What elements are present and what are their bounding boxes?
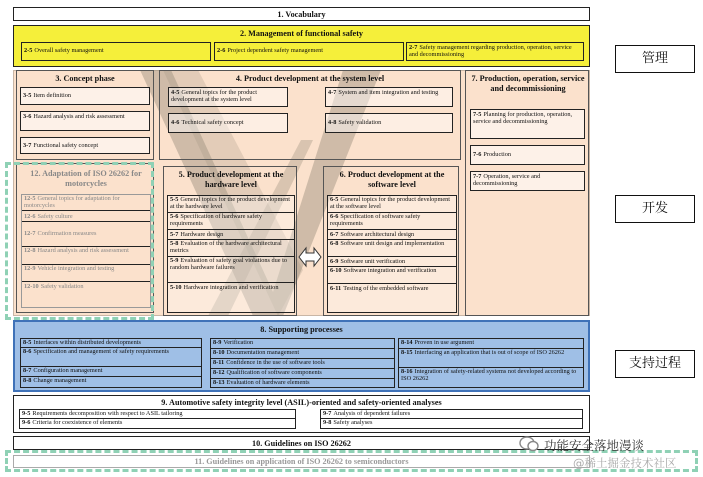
supporting-col-3 bbox=[398, 338, 584, 388]
supporting-item: 8-13 Evaluation of hardware elements bbox=[213, 379, 310, 386]
system-item: 4-7 System and item integration and testing bbox=[325, 87, 453, 107]
software-item: 6-7 Software architectural design bbox=[328, 230, 456, 240]
motorcycles-dashed-outline bbox=[5, 162, 154, 320]
production-item: 7-7 Operation, service and decommissioning bbox=[470, 171, 585, 191]
concept-item: 3-5 Item definition bbox=[20, 87, 150, 105]
label-support: 支持过程 bbox=[615, 350, 695, 378]
software-item: 6-10 Software integration and verification bbox=[328, 267, 456, 284]
system-item: 4-8 Safety validation bbox=[325, 113, 453, 133]
hardware-item: 5-9 Evaluation of safety goal violations due to random hardware failures bbox=[168, 257, 294, 283]
production-item: 7-6 Production bbox=[470, 145, 585, 165]
guidelines-title: 10. Guidelines on ISO 26262 bbox=[252, 439, 351, 448]
concept-item: 3-7 Functional safety concept bbox=[20, 137, 150, 154]
hardware-section bbox=[163, 166, 297, 316]
management-item: 2-5 Overall safety management bbox=[21, 42, 211, 61]
software-item: 6-8 Software unit design and implementation bbox=[328, 240, 456, 257]
supporting-item: 8-14 Proven in use argument bbox=[399, 339, 583, 349]
system-item: 4-6 Technical safety concept bbox=[168, 113, 288, 133]
supporting-item: 8-6 Specification and management of safety requirements bbox=[21, 348, 201, 367]
hardware-item: 5-5 General topics for the product development at the hardware level bbox=[168, 196, 294, 213]
motorcycles-item: 12-6 Safety culture bbox=[22, 211, 150, 222]
supporting-item: 8-9 Verification bbox=[211, 339, 394, 349]
motorcycles-title: 12. Adaptation of ISO 26262 for motorcycles bbox=[30, 169, 142, 188]
supporting-title: 8. Supporting processes bbox=[260, 325, 343, 334]
software-item: 6-5 General topics for the product development at the software level bbox=[328, 196, 456, 213]
supporting-col-2 bbox=[210, 338, 395, 388]
concept-item: 3-6 Hazard analysis and risk assessment bbox=[20, 111, 150, 131]
motorcycles-item: 12-9 Vehicle integration and testing bbox=[22, 265, 150, 282]
vocabulary-title: 1. Vocabulary bbox=[277, 10, 326, 19]
supporting-item: 8-10 Documentation management bbox=[211, 349, 394, 359]
motorcycles-item: 12-7 Confirmation measures bbox=[22, 222, 150, 247]
supporting-item: 8-15 Interfacing an application that is out of scope of ISO 26262 bbox=[399, 349, 583, 368]
supporting-col-1 bbox=[20, 338, 202, 388]
asil-section bbox=[13, 395, 590, 433]
supporting-item: 8-7 Configuration management bbox=[21, 367, 201, 377]
label-management: 管理 bbox=[615, 45, 695, 73]
software-list bbox=[327, 195, 457, 313]
guidelines-section bbox=[13, 436, 590, 450]
asil-item: 9-6 Criteria for coexistence of elements bbox=[22, 419, 123, 426]
system-level-section bbox=[159, 70, 461, 160]
hardware-list bbox=[167, 195, 295, 313]
supporting-section bbox=[13, 320, 590, 392]
vocabulary-section bbox=[13, 7, 590, 21]
supporting-item: 8-12 Qualification of software components bbox=[211, 369, 394, 379]
supporting-item: 8-5 Interfaces within distributed developments bbox=[21, 339, 201, 348]
software-item: 6-11 Testing of the embedded software bbox=[330, 285, 429, 292]
asil-col-2 bbox=[320, 409, 583, 429]
hardware-item: 5-7 Hardware design bbox=[168, 230, 294, 240]
asil-item: 9-8 Safety analyses bbox=[323, 419, 373, 426]
production-title: 7. Production, operation, service and decommissioning bbox=[471, 74, 585, 93]
hardware-item: 5-6 Specification of hardware safety requirements bbox=[168, 213, 294, 230]
hardware-title: 5. Product development at the hardware level bbox=[178, 170, 284, 189]
concept-phase-title: 3. Concept phase bbox=[55, 74, 115, 83]
double-arrow-icon bbox=[298, 245, 322, 269]
watermark-logo-icon bbox=[519, 436, 539, 452]
hardware-item: 5-10 Hardware integration and verification bbox=[170, 284, 279, 291]
software-item: 6-6 Specification of software safety requirements bbox=[328, 213, 456, 230]
asil-title: 9. Automotive safety integrity level (ASIL)-oriented and safety-oriented analyses bbox=[161, 398, 442, 407]
semiconductors-title: 11. Guidelines on application of ISO 26262 to semiconductors bbox=[194, 457, 409, 466]
management-item: 2-7 Safety management regarding production, operation, service and decommissioning bbox=[406, 42, 584, 61]
supporting-item: 8-11 Confidence in the use of software tools bbox=[211, 359, 394, 369]
software-item: 6-9 Software unit verification bbox=[328, 257, 456, 267]
production-section bbox=[465, 70, 589, 316]
management-section bbox=[13, 25, 590, 67]
motorcycles-item: 12-10 Safety validation bbox=[24, 283, 84, 290]
supporting-item: 8-8 Change management bbox=[23, 377, 87, 384]
production-item: 7-5 Planning for production, operation, service and decommissioning bbox=[470, 109, 585, 139]
asil-item: 9-5 Requirements decomposition with respect to ASIL tailoring bbox=[20, 410, 295, 419]
label-development: 开发 bbox=[615, 195, 695, 223]
management-title: 2. Management of functional safety bbox=[239, 29, 364, 38]
asil-col-1 bbox=[19, 409, 296, 429]
asil-item: 9-7 Analysis of dependent failures bbox=[321, 410, 582, 419]
hardware-item: 5-8 Evaluation of the hardware architectural metrics bbox=[168, 240, 294, 257]
concept-phase-section bbox=[16, 70, 154, 160]
motorcycles-item: 12-8 Hazard analysis and risk assessment bbox=[22, 247, 150, 265]
watermark-title: 功能安全落地漫谈 bbox=[544, 438, 645, 453]
system-item: 4-5 General topics for the product development at the system level bbox=[168, 87, 288, 107]
management-item: 2-6 Project dependent safety management bbox=[214, 42, 404, 61]
supporting-item: 8-16 Integration of safety-related systems not developed according to ISO 26262 bbox=[401, 368, 577, 383]
motorcycles-item: 12-5 General topics for adaptation for motorcycles bbox=[22, 195, 150, 211]
watermark-subtitle: @稀土掘金技术社区 bbox=[573, 456, 677, 470]
software-title: 6. Product development at the software level bbox=[339, 170, 445, 189]
system-level-title: 4. Product development at the system level bbox=[235, 74, 385, 83]
software-section bbox=[323, 166, 459, 316]
